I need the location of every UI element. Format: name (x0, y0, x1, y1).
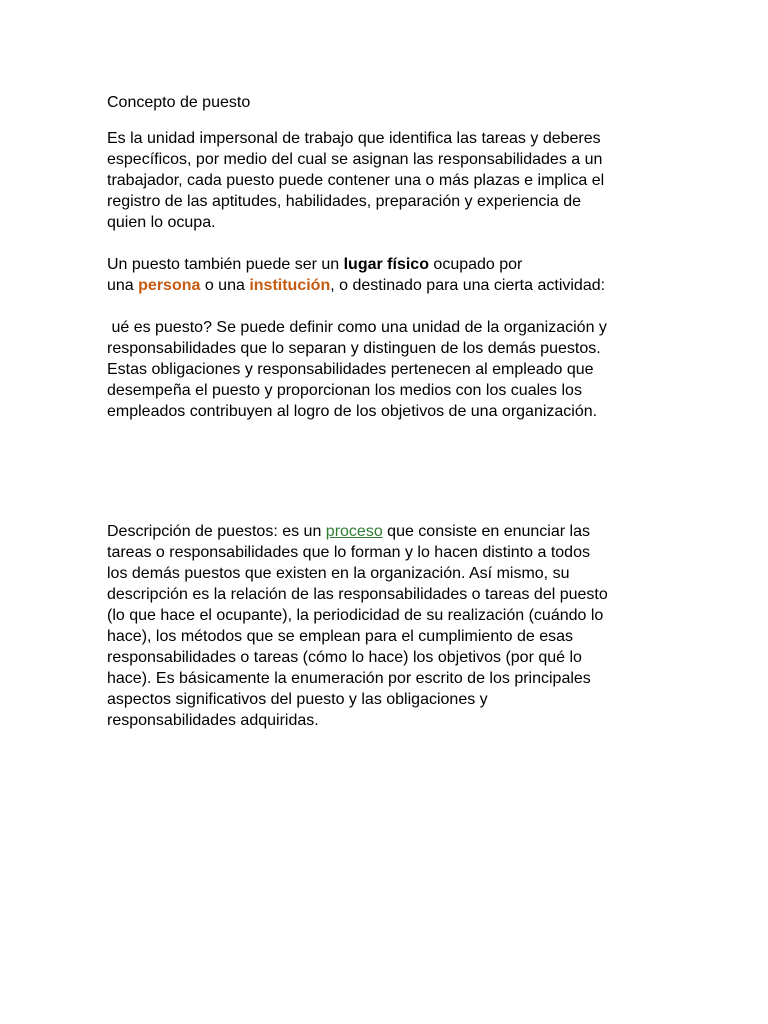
paragraph-line: específicos, por medio del cual se asignan las responsabilidades a un (107, 151, 603, 168)
paragraph-line: descripción es la relación de las responsabilidades o tareas del puesto (107, 586, 608, 603)
text-run: una (107, 277, 139, 294)
paragraph-line: registro de las aptitudes, habilidades, preparación y experiencia de (107, 193, 582, 210)
paragraph-line: hace), los métodos que se emplean para el cumplimiento de esas (107, 628, 574, 645)
heading-text: Concepto de puesto (107, 94, 251, 111)
link-persona[interactable]: persona (138, 277, 201, 294)
paragraph-line: Estas obligaciones y responsabilidades pertenecen al empleado que (107, 361, 594, 378)
paragraph-line: empleados contribuyen al logro de los objetivos de una organización. (107, 403, 598, 420)
paragraph-line: (lo que hace el ocupante), la periodicidad de su realización (cuándo lo (107, 607, 604, 624)
paragraph-line (107, 521, 667, 542)
paragraph-definition (107, 128, 667, 233)
paragraph-line: responsabilidades o tareas (cómo lo hace) los objetivos (por qué lo (107, 649, 582, 666)
text-run: , o destinado para una cierta actividad: (330, 277, 606, 294)
paragraph-line: responsabilidades adquiridas. (107, 712, 319, 729)
paragraph-line: quien lo ocupa. (107, 214, 216, 231)
link-proceso[interactable]: proceso (325, 523, 383, 540)
text-run: ocupado por (428, 256, 523, 273)
paragraph-line: desempeña el puesto y proporcionan los medios con los cuales los (107, 382, 582, 399)
paragraph-line: tareas o responsabilidades que lo forman y lo hacen distinto a todos (107, 544, 590, 561)
text-run: Descripción de puestos: es un (107, 523, 326, 540)
text-run: que consiste en enunciar las (382, 523, 590, 540)
text-run: o una (200, 277, 250, 294)
link-institucion[interactable]: institución (249, 277, 331, 294)
paragraph-line: aspectos significativos del puesto y las obligaciones y (107, 691, 488, 708)
paragraph-line (107, 275, 667, 296)
paragraph-line: Es la unidad impersonal de trabajo que identifica las tareas y deberes (107, 130, 601, 147)
paragraph-job-description (107, 521, 667, 731)
paragraph-line: responsabilidades que lo separan y distinguen de los demás puestos. (107, 340, 601, 357)
paragraph-line: ué es puesto? Se puede definir como una unidad de la organización y (107, 319, 607, 336)
bold-term: lugar físico (343, 256, 429, 273)
paragraph-what-is-position (107, 317, 667, 422)
paragraph-line: los demás puestos que existen en la organización. Así mismo, su (107, 565, 570, 582)
paragraph-line: trabajador, cada puesto puede contener una o más plazas e implica el (107, 172, 605, 189)
paragraph-physical-place (107, 254, 667, 296)
text-run: Un puesto también puede ser un (107, 256, 344, 273)
paragraph-line: hace). Es básicamente la enumeración por escrito de los principales (107, 670, 591, 687)
page-title (107, 92, 667, 113)
paragraph-line (107, 254, 667, 275)
